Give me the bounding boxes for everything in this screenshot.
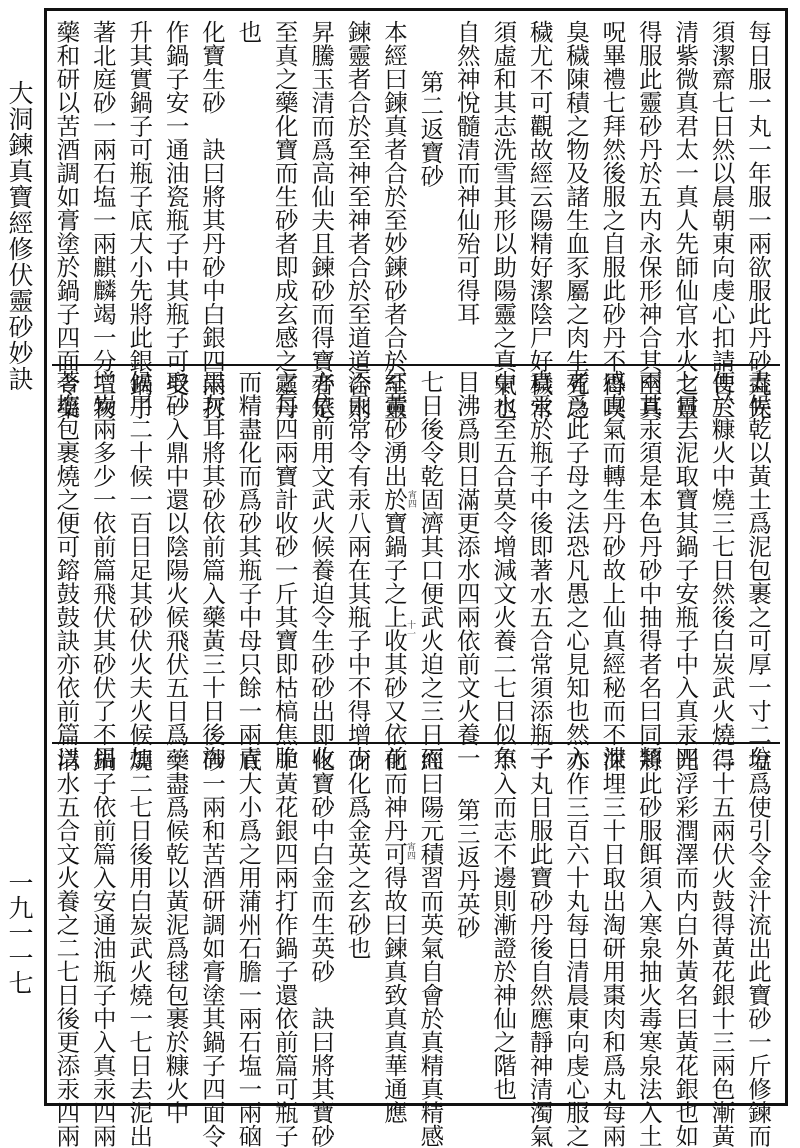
- text-column: 升其實鍋子可瓶子底大小先將此銀鍋子: [125, 20, 154, 420]
- text-column: 真汞於瓶子中後即著水五合常須添瓶子: [525, 370, 554, 770]
- text-column: 須虛和其志洗雪其形以助陽靈之真氣也: [489, 20, 518, 420]
- text-column: 作鍋子安一通油瓷瓶子中其瓶子可受一: [161, 20, 190, 420]
- text-column: 藥盡爲候乾以黃泥爲毬包裹於糠火中: [161, 748, 190, 1124]
- text-column: 昇騰玉清而爲高仙夫且鍊砂而得寶者是: [307, 20, 336, 420]
- text-column: 深埋三十日取出淘研用棗肉和爲丸每兩: [598, 748, 627, 1148]
- block-separator: [52, 742, 780, 744]
- text-column: 添汞常令有汞八兩在其瓶子中不得增少: [343, 370, 372, 770]
- text-column: 藥和研以苦酒調如膏塗於鍋子四面令藥: [52, 20, 81, 420]
- text-column: 燒二七日後用白炭武火燒一七日去泥出: [125, 748, 154, 1148]
- seal-stamp: 十一: [405, 620, 415, 638]
- text-block-bottom: [52, 742, 780, 1148]
- text-column: 鍋子依前篇入安通油瓶子中入真汞四兩: [88, 748, 117, 1148]
- text-column: 感真氣而轉生丹砂故上仙真經秘而不泄: [598, 370, 627, 770]
- text-column: 得十五兩伏火鼓得黃花銀十三兩色漸黃: [707, 748, 736, 1148]
- text-column: 呪畢禮七拜然後服之自服此砂丹不得喫: [598, 20, 627, 420]
- text-column: 至真之藥化寶而生砂者即成玄感之靈丹: [270, 20, 299, 420]
- text-column: 盡候乾以黃土爲泥包裹之可厚一寸二分: [743, 370, 772, 770]
- text-column: 砂一兩和苦酒研調如膏塗其鍋子四面令: [197, 748, 226, 1148]
- seal-stamp: 宵四: [405, 842, 415, 860]
- text-column: 亦依前用文武火候養迫令生砂砂出即收: [307, 370, 336, 770]
- text-column: 而化爲金英之玄砂也: [343, 748, 372, 960]
- text-column: 得服此靈砂丹於五内永保形神合其至真: [634, 20, 663, 420]
- text-column: 臭穢陳積之物及諸生血豕屬之肉生死之: [561, 20, 590, 420]
- text-column: 清紫微真君太一真人先師仙官水火之靈: [671, 20, 700, 420]
- side-title: 大洞鍊真寶經修伏靈砂妙訣: [5, 80, 34, 392]
- text-column: 之每四兩寶計收砂一斤其寶即枯槁焦脆: [270, 370, 299, 770]
- text-column: 化寶砂中白金而生英砂 訣曰將其寶砂: [307, 748, 336, 1148]
- text-column: 著北庭砂一兩石塩一兩麒麟竭一分三物: [88, 20, 117, 420]
- text-column: 不入而志不邊則漸證於神仙之階也: [489, 748, 518, 1101]
- text-column: 而精盡化而爲砂其瓶子中母只餘一兩青: [234, 370, 263, 770]
- text-column: 便於糠火中燒三七日然後白炭武火燒二: [707, 370, 736, 770]
- text-column: 中水至五合莫令增減文火養二七日似魚: [489, 370, 518, 770]
- text-column: 鍊靈者合於至神至神者合於至道道合則: [343, 20, 372, 420]
- text-column: 底大小爲之用蒲州石膽一兩石塩一兩硇: [234, 748, 263, 1148]
- text-column: 紅黃砂湧出於寶鍋子之上收其砂又依前: [379, 370, 408, 770]
- text-column: 本經曰鍊真者合於至妙鍊砂者合於至靈: [379, 20, 408, 420]
- text-column: 須潔齋七日然以晨朝東向虔心扣請告三: [707, 20, 736, 420]
- text-column: 七日後令乾固濟其口便武火迫之三日而: [416, 370, 445, 770]
- text-column: 候用二十候一百日足其砂伏火夫火候加: [125, 370, 154, 770]
- text-column: 清水五合文火養之二七日後更添汞四兩: [52, 748, 81, 1148]
- text-column: 穢尤不可觀故經云陽精好潔陰尸好穢常: [525, 20, 554, 420]
- page-number: 一九一一七: [5, 870, 34, 995]
- text-column: 者爲此子母之法恐凡愚之心見知也然入: [561, 370, 590, 770]
- text-column: 塩爲使引令金汁流出此寶砂一斤修鍊而: [743, 748, 772, 1148]
- text-column: 第三返丹英砂: [452, 798, 481, 939]
- text-column: 自然神悅髓清而神仙殆可得耳: [452, 20, 481, 326]
- text-column: 中黃花銀四兩打作鍋子還依前篇可瓶子: [270, 748, 299, 1148]
- text-column: 目沸爲則日滿更添水四兩依前文火養一: [452, 370, 481, 770]
- text-column: 黑灰耳將其砂依前篇入藥黃三十日後淘: [197, 370, 226, 770]
- text-column: 亦作三百六十丸每日清晨東向虔心服之: [561, 748, 590, 1148]
- text-block-middle: [52, 364, 780, 770]
- text-column: 也: [234, 20, 263, 44]
- text-column: 一丸日服此寶砂丹後自然應靜神清濁氣: [525, 748, 554, 1148]
- text-block-top: [52, 16, 780, 420]
- text-column: 著塩包裹燒之便可鎔鼓鼓訣亦依前篇以: [52, 370, 81, 770]
- text-column: 光浮彩潤澤而内白外黃名曰黃花銀也如: [671, 748, 700, 1148]
- seal-stamp: 宵四: [406, 490, 416, 508]
- text-column: 每日服一丸一年服一兩欲服此丹砂丸先: [743, 20, 772, 420]
- text-column: 兩其汞須是本色丹砂中抽得者名曰同類: [634, 370, 663, 770]
- text-column: 第二返寶砂: [416, 70, 445, 188]
- text-column: 經曰陽元積習而英氣自會於真精真精感: [416, 748, 445, 1148]
- text-column: 化寶生砂 訣曰將其丹砂中白銀四兩打: [197, 20, 226, 420]
- text-column: 增炭兩多少一依前篇飛伏其砂伏了不用: [88, 370, 117, 770]
- text-column: 將此砂服餌須入寒泉抽火毒寒泉法入土: [634, 748, 663, 1148]
- block-separator: [52, 364, 780, 366]
- text-column: 七日去泥取寶其鍋子安瓶子中入真汞四: [671, 370, 700, 770]
- text-column: 取砂入鼎中還以陰陽火候飛伏五日爲一: [161, 370, 190, 770]
- text-column: 化而神丹可得故曰鍊真致真真華通應: [379, 748, 408, 1124]
